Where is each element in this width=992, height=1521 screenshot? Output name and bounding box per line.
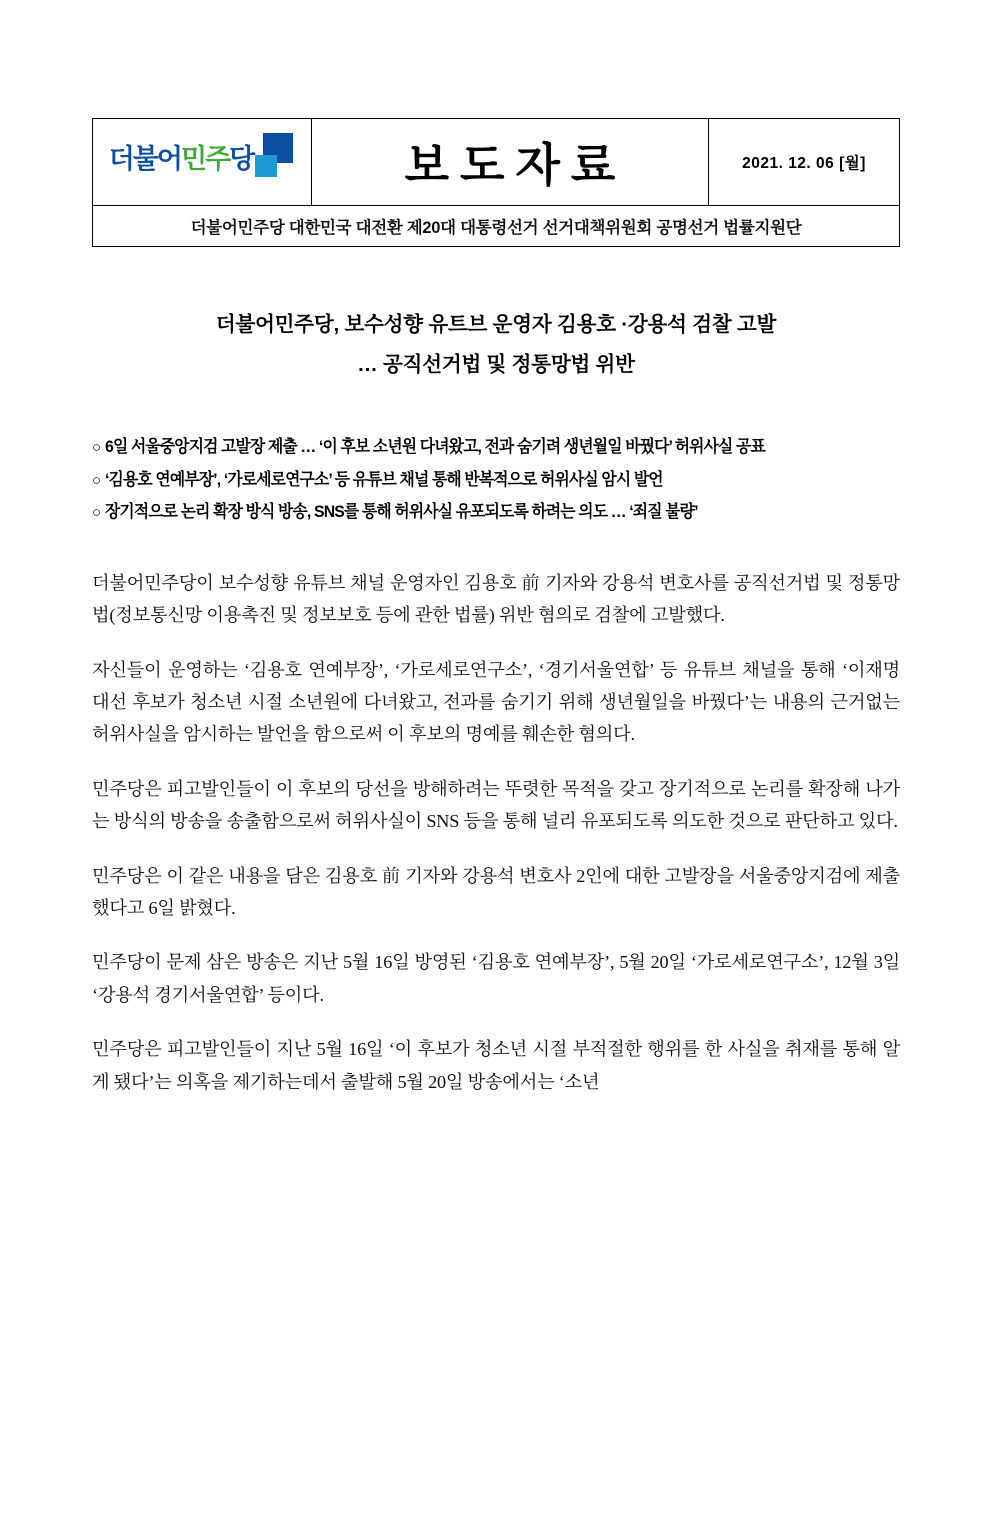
document-date: 2021. 12. 06 [월] (742, 155, 866, 172)
document-title: 보도자료 (404, 139, 627, 191)
summary-item (92, 496, 900, 529)
summary-item (92, 431, 900, 464)
party-logo-text (108, 143, 254, 174)
header-row (93, 119, 900, 206)
summary-item-text: 6일 서울중앙지검 고발장 제출 … ‘이 후보 소년원 다녀왔고, 전과 숨기려 생년월일 바꿨다’ 허위사실 공표 (105, 436, 766, 456)
logo-text-part2: 민주 (180, 143, 230, 174)
body-paragraph: 더불어민주당이 보수성향 유튜브 채널 운영자인 김용호 前 기자와 강용석 변호사를 공직선거법 및 정통망법(정보통신망 이용촉진 및 정보보호 등에 관한 법률) 위반 혐의로 검찰에 고발했다. (92, 572, 900, 626)
body-paragraph: 민주당은 피고발인들이 지난 5월 16일 ‘이 후보가 청소년 시절 부적절한 행위를 한 사실을 취재를 통해 알게 됐다’는 의혹을 제기하는데서 출발해 5월 20일 방송에서는 ‘소년 (92, 1039, 900, 1092)
body-paragraph: 자신들이 운영하는 ‘김용호 연예부장’, ‘가로세로연구소’, ‘경기서울연합’ 등 유튜브 채널을 통해 ‘이재명 대선 후보가 청소년 시절 소년원에 다녀왔고, 전과를 숨기기 위해 생년월일을 바꿨다’는 내용의 근거없는 허위사실을 암시하는 발언을 함으로써 이 후보의 명예를 훼손한 혐의다. (92, 659, 900, 745)
headline-line-2: … 공직선거법 및 정통망법 위반 (357, 352, 635, 376)
org-row (93, 206, 900, 247)
body-paragraph: 민주당이 문제 삼은 방송은 지난 5월 16일 방영된 ‘김용호 연예부장’, 5월 20일 ‘가로세로연구소’, 12월 3일 ‘강용석 경기서울연합’ 등이다. (92, 952, 900, 1005)
party-logo-mark-icon (255, 133, 295, 181)
body-paragraph: 민주당은 피고발인들이 이 후보의 당선을 방해하려는 뚜렷한 목적을 갖고 장기적으로 논리를 확장해 나가는 방식의 방송을 송출함으로써 허위사실이 SNS 등을 통해 널리 유포되도록 의도한 것으로 판단하고 있다. (92, 778, 900, 832)
document-date-cell (709, 119, 900, 206)
bullet-mark-icon: ○ (92, 471, 101, 489)
bullet-mark-icon: ○ (92, 438, 101, 456)
party-logo (93, 119, 311, 205)
document-title-cell (312, 119, 709, 206)
summary-item-text: ‘김용호 연예부장’, ‘가로세로연구소’ 등 유튜브 채널 통해 반복적으로 허위사실 암시 발언 (105, 469, 663, 489)
body-content (92, 567, 900, 1098)
headline-line-1: 더불어민주당, 보수성향 유트브 운영자 김용호 ·강용석 검찰 고발 (215, 313, 777, 336)
summary-item (92, 464, 900, 497)
organization-line: 더불어민주당 대한민국 대전환 제20대 대통령선거 선거대책위원회 공명선거 법률지원단 (93, 206, 900, 247)
body-paragraph: 민주당은 이 같은 내용을 담은 김용호 前 기자와 강용석 변호사 2인에 대한 고발장을 서울중앙지검에 제출했다고 6일 밝혔다. (92, 865, 900, 918)
press-release-page (0, 118, 992, 1521)
logo-text-part3: 당 (229, 143, 254, 174)
header-table (92, 118, 900, 247)
bullet-mark-icon: ○ (92, 504, 101, 522)
logo-text-part1: 더불어 (108, 143, 181, 174)
summary-bullets (92, 431, 900, 529)
page-title (92, 305, 900, 385)
summary-item-text: 장기적으로 논리 확장 방식 방송, SNS를 통해 허위사실 유포되도록 하려는 의도 … ‘죄질 불량’ (105, 502, 698, 522)
logo-cell (93, 119, 312, 206)
logo-square-bottom (255, 155, 277, 177)
